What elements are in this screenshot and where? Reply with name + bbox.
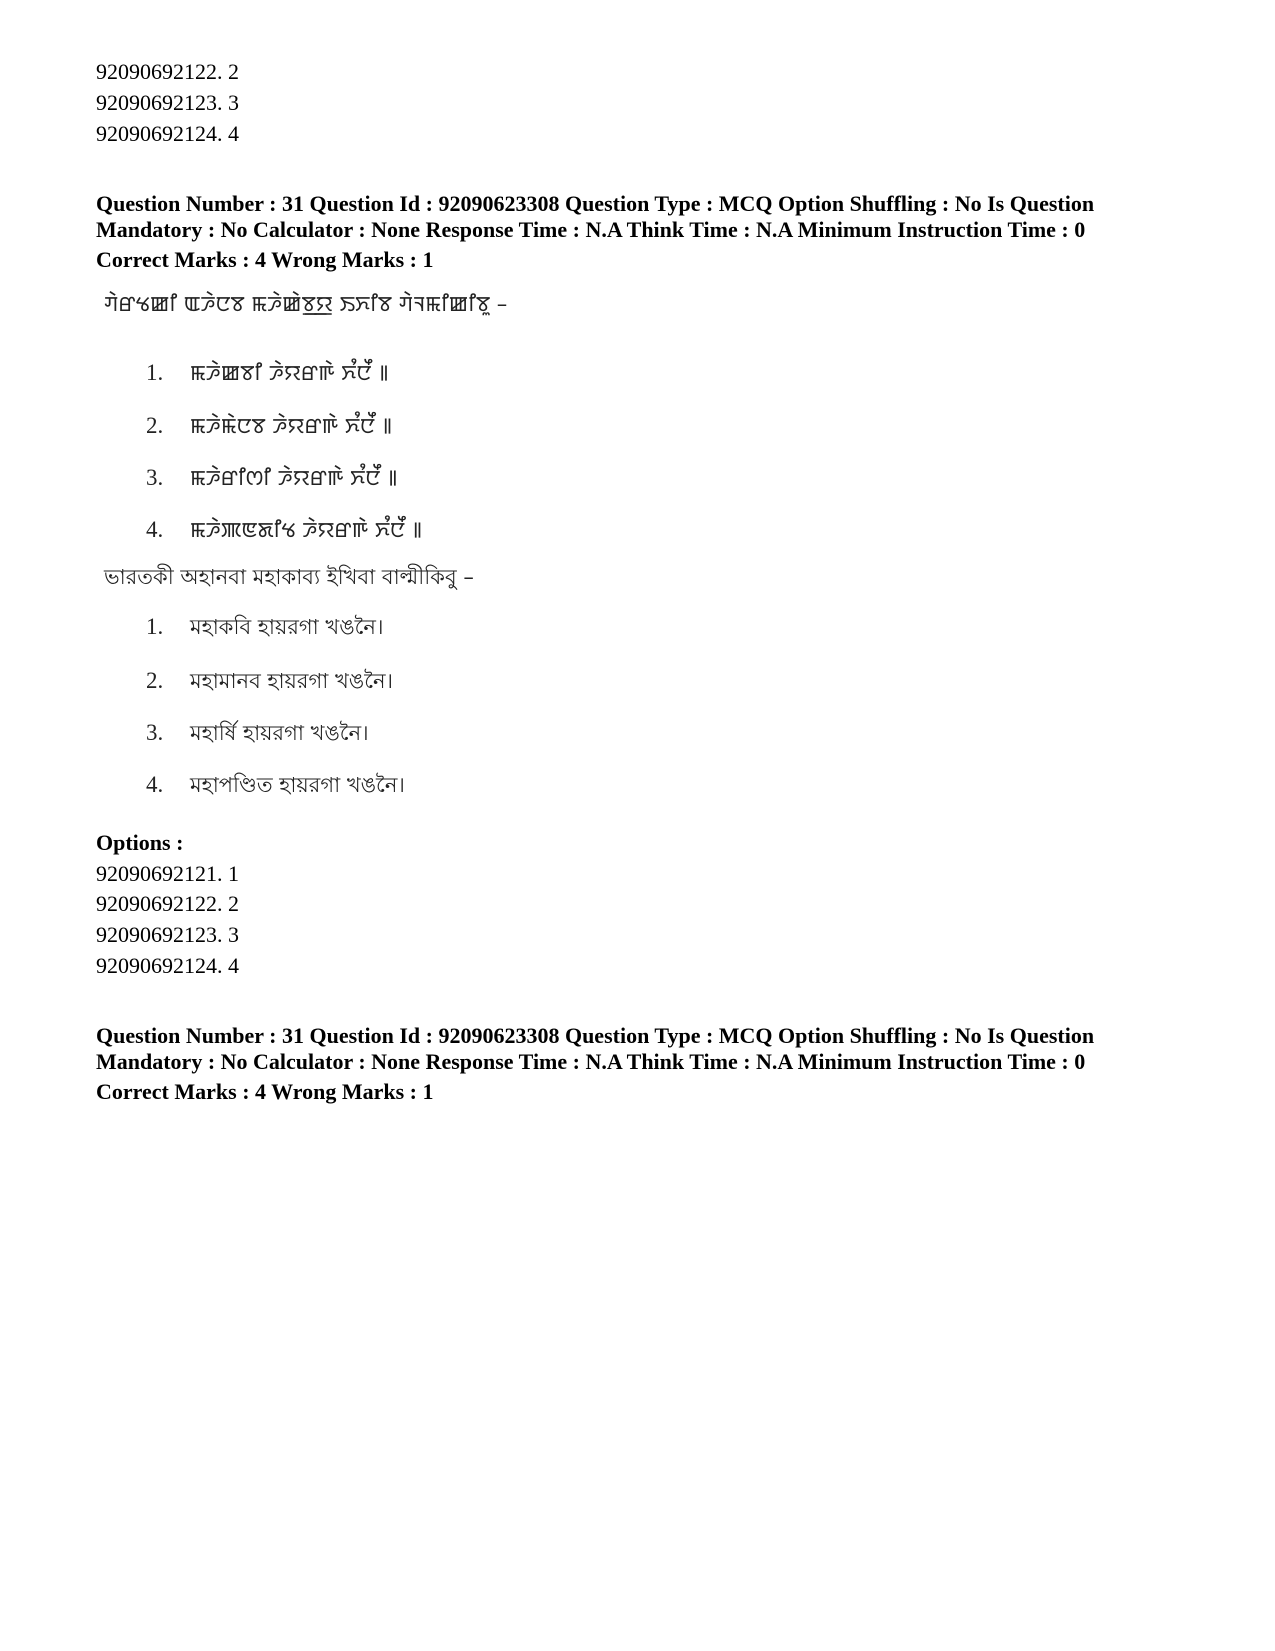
question-meta-line: Question Number : 31 Question Id : 92090623308 Question Type : MCQ Option Shuffling : No Is Question (96, 1023, 1095, 1048)
bengali-option (146, 770, 405, 800)
option-text: মহাকবি হায়রগা খঙনৈ। (190, 615, 384, 639)
option-line: 92090692124. 4 (96, 121, 239, 146)
options-heading: Options : (96, 830, 184, 855)
option-number: 2. (146, 413, 164, 438)
option-line: 92090692124. 4 (96, 953, 239, 978)
option-line: 92090692123. 3 (96, 90, 239, 115)
bengali-option (146, 612, 383, 642)
meitei-option (146, 358, 389, 388)
meitei-option (146, 463, 398, 493)
option-number: 4. (146, 517, 164, 542)
option-number: 1. (146, 614, 164, 639)
option-number: 3. (146, 720, 164, 745)
option-number: 2. (146, 668, 164, 693)
option-text: ꯃꯍꯥꯔꯤꯁꯤ ꯍꯥꯌꯔꯒꯥ ꯈꯪꯅꯩ ꯫ (190, 466, 398, 490)
option-number: 4. (146, 772, 164, 797)
marks-line: Correct Marks : 4 Wrong Marks : 1 (96, 247, 434, 272)
meitei-option (146, 411, 392, 441)
question-meta-line: Mandatory : No Calculator : None Response Time : N.A Think Time : N.A Minimum Instruction Time : 0 (96, 1049, 1086, 1074)
option-text: মহামানব হায়রগা খঙনৈ। (190, 669, 394, 693)
bengali-question-stem: ভারতকী অহানবা মহাকাব্য ইখিবা বাল্মীকিবু – (104, 565, 474, 589)
question-meta-line: Mandatory : No Calculator : None Response Time : N.A Think Time : N.A Minimum Instruction Time : 0 (96, 217, 1086, 242)
bengali-option (146, 666, 393, 696)
option-line: 92090692123. 3 (96, 922, 239, 947)
option-line: 92090692121. 1 (96, 861, 239, 886)
option-line: 92090692122. 2 (96, 59, 239, 84)
question-meta-line: Question Number : 31 Question Id : 92090623308 Question Type : MCQ Option Shuffling : No Is Question (96, 191, 1095, 216)
option-text: ꯃꯍꯥꯄꯟꯗꯤꯠ ꯍꯥꯌꯔꯒꯥ ꯈꯪꯅꯩ ꯫ (190, 518, 423, 542)
meitei-question-stem: ꯚꯥꯔꯠꯀꯤ ꯑꯍꯥꯅꯕ ꯃꯍꯥꯀꯥꯕ꯭ꯌ ꯏꯈꯤꯕ ꯚꯥꯜꯃꯤꯀꯤꯕꯨ – (104, 292, 508, 316)
option-text: মহার্ষি হায়রগা খঙনৈ। (190, 721, 369, 745)
option-number: 3. (146, 465, 164, 490)
marks-line: Correct Marks : 4 Wrong Marks : 1 (96, 1079, 434, 1104)
meitei-option (146, 515, 422, 545)
option-line: 92090692122. 2 (96, 891, 239, 916)
bengali-option (146, 718, 369, 748)
option-text: ꯃꯍꯥꯃꯥꯅꯕ ꯍꯥꯌꯔꯒꯥ ꯈꯪꯅꯩ ꯫ (190, 414, 393, 438)
option-number: 1. (146, 360, 164, 385)
option-text: মহাপণ্ডিত হায়রগা খঙনৈ। (190, 773, 405, 797)
option-text: ꯃꯍꯥꯀꯕꯤ ꯍꯥꯌꯔꯒꯥ ꯈꯪꯅꯩ ꯫ (190, 361, 389, 385)
